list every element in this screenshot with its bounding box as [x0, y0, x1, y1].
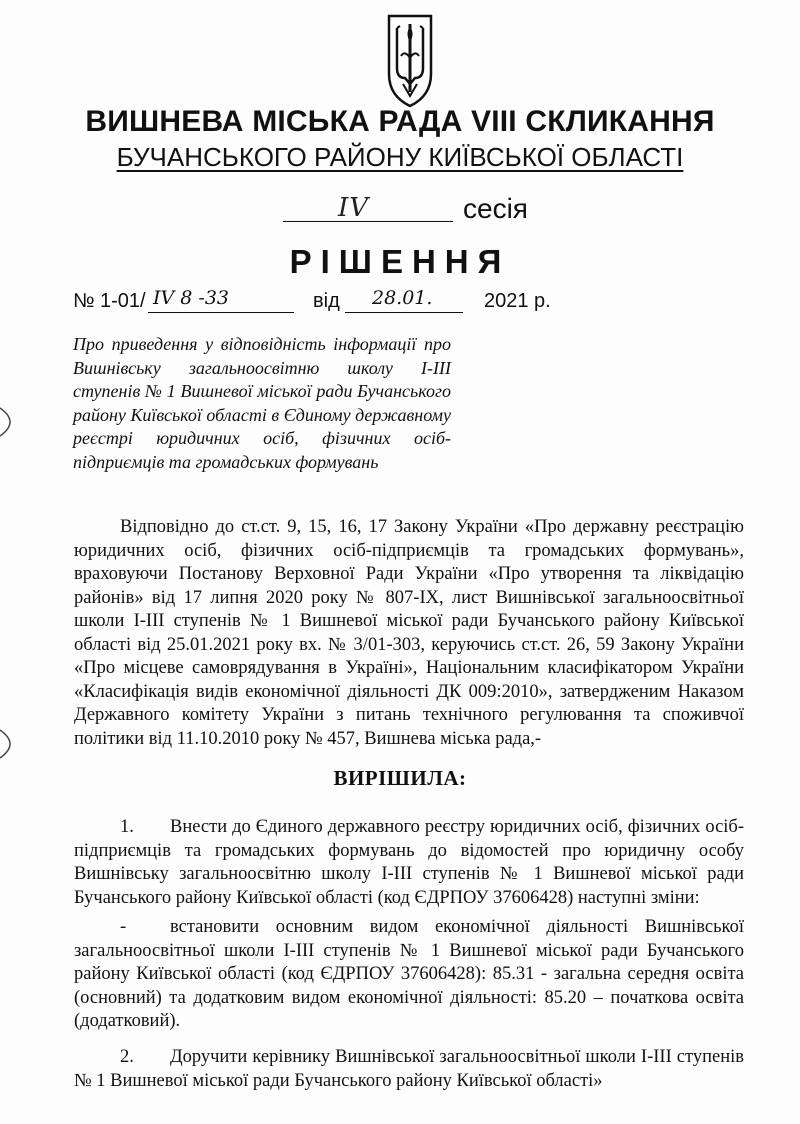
- decision-year: 2021 р.: [484, 290, 551, 312]
- session-number-handwritten: IV: [338, 193, 370, 223]
- item-text: Доручити керівнику Вишнівської загальноосвітньої школи І-ІІІ ступенів № 1 Вишневої міської ради Бучанського району Київської області»: [74, 1047, 744, 1091]
- punch-hole-mark: [0, 402, 26, 442]
- list-item: [74, 816, 744, 910]
- preamble-paragraph: Відповідно до ст.ст. 9, 15, 16, 17 Закону України «Про державну реєстрацію юридичних осіб, фізичних осіб-підприємців та громадських формувань», враховуючи Постанову Верховної Ради України «Про утворення та ліквідацію районів» від 17 липня 2020 року № 807-IX, лист Вишнівської загальноосвітньої школи І-ІІІ ступенів № 1 Вишневої міської ради Бучанського району Київської області від 25.01.2021 року вх. № 3/01-303, керуючись ст.ст. 26, 59 Закону України «Про місцеве самоврядування в Україні», Національним класифікатором України «Класифікація видів економічної діяльності ДК 009:2010», затвердженим Наказом Державного комітету України з питань технічного регулювання та споживчої політики від 11.10.2010 року № 457, Вишнева міська рада,-: [74, 517, 744, 749]
- decision-subject: Про приведення у відповідність інформації про Вишнівську загальноосвітню школу І-ІІІ ступенів № 1 Вишневої міської ради Бучанського району Київської області в Єдиному державному реєстрі юридичних осіб, фізичних осіб-підприємців та громадських формувань: [73, 334, 451, 472]
- decision-number-line: [0, 287, 800, 320]
- session-word: сесія: [463, 193, 528, 224]
- council-name: ВИШНЕВА МІСЬКА РАДА VIII СКЛИКАННЯ: [85, 105, 715, 138]
- item-number: 1.: [120, 817, 134, 837]
- district-name: [0, 142, 800, 173]
- list-item: [74, 1046, 744, 1093]
- from-word: від: [313, 290, 340, 312]
- district-name-text: БУЧАНСЬКОГО РАЙОНУ КИЇВСЬКОЇ ОБЛАСТІ: [116, 142, 684, 172]
- list-item: [74, 916, 744, 1034]
- session-line: [0, 193, 800, 233]
- decision-title: РІШЕННЯ: [289, 243, 511, 280]
- item-text: встановити основним видом економічної діяльності Вишнівської загальноосвітньої школи І-ІІІ ступенів № 1 Вишневої міської ради Бучанського району Київської області (код ЄДРПОУ 37606428): 85.31 - загальна середня освіта (основний) та додатковим видом економічної діяльності: 85.20 – початкова освіта (додатковий).: [74, 917, 744, 1031]
- decision-date-handwritten: 28.01.: [372, 287, 433, 309]
- date-blank-line: [345, 312, 463, 313]
- item-dash: -: [120, 917, 127, 937]
- resolved-heading: ВИРІШИЛА:: [333, 766, 467, 790]
- punch-hole-mark: [0, 724, 26, 764]
- decision-number-handwritten: IV 8 -33: [153, 287, 229, 309]
- coat-of-arms-trident-icon: [385, 12, 435, 108]
- decision-number-prefix: № 1-01/: [73, 290, 146, 312]
- item-number: 2.: [120, 1047, 134, 1067]
- number-blank-line: [148, 312, 294, 313]
- item-text: Внести до Єдиного державного реєстру юридичних осіб, фізичних осіб-підприємців та громадських формувань до відомостей про юридичну особу Вишнівську загальноосвітню школу І-ІІІ ступенів № 1 Вишневої міської ради Бучанського району Київської області (код ЄДРПОУ 37606428) наступні зміни:: [74, 817, 744, 908]
